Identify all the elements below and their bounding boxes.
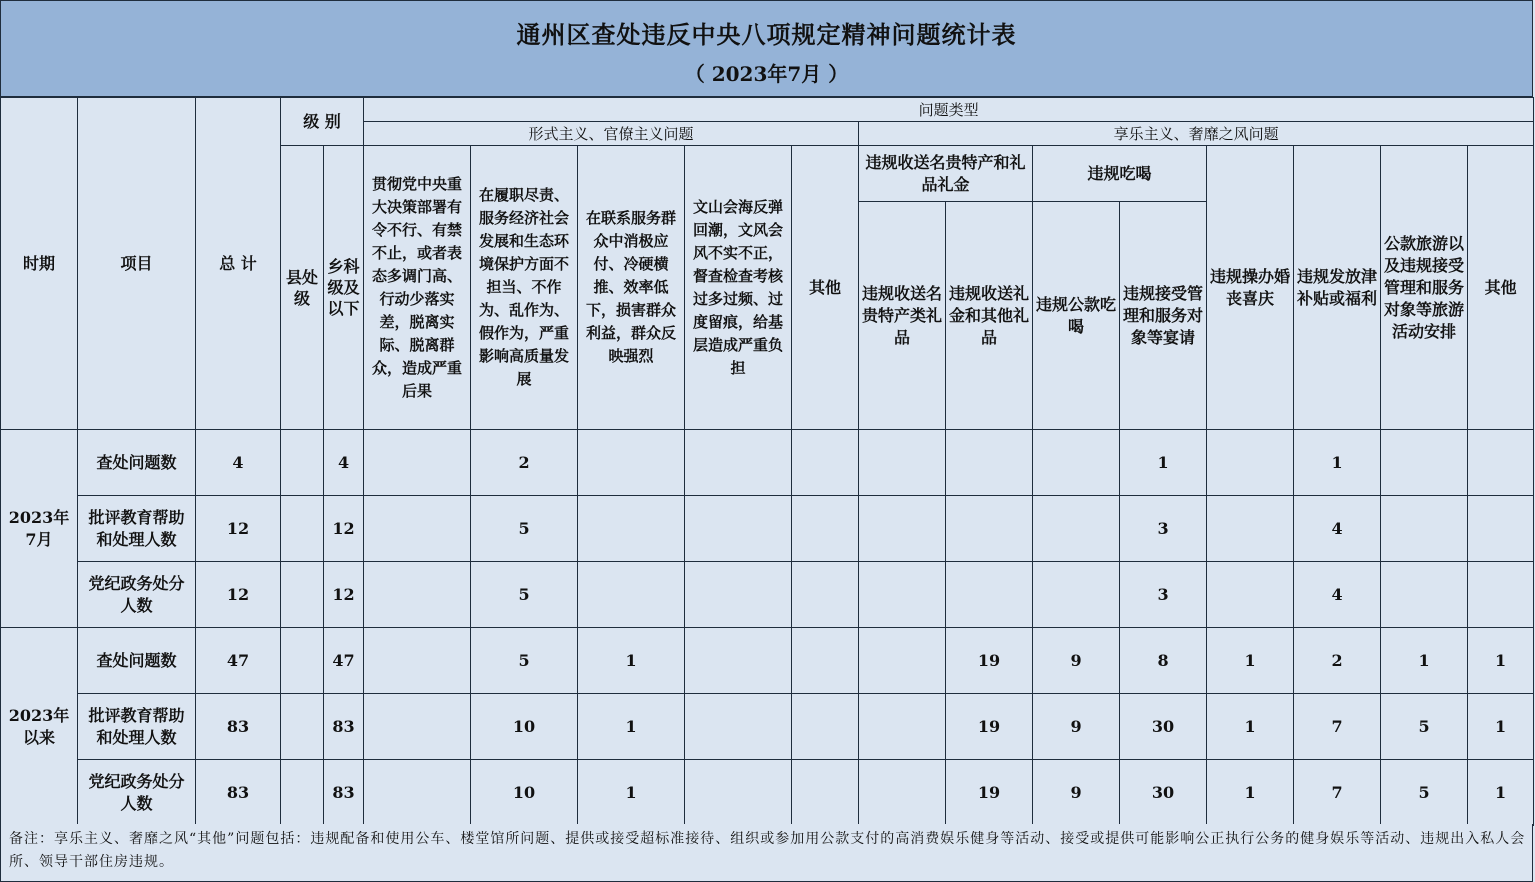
table-row [1, 694, 1534, 760]
data-cell: 1 [1381, 628, 1468, 694]
data-cell [792, 496, 859, 562]
data-cell [281, 562, 324, 628]
data-cell: 4 [1294, 562, 1381, 628]
header-gift-group: 违规收送名贵特产和礼品礼金 [859, 146, 1033, 202]
data-cell [792, 562, 859, 628]
data-cell: 19 [946, 760, 1033, 826]
data-cell [1468, 430, 1534, 496]
data-cell [364, 760, 471, 826]
data-cell: 3 [1120, 496, 1207, 562]
data-cell: 5 [471, 562, 578, 628]
page-subtitle: （ 2023年7月 ） [684, 62, 849, 86]
data-cell [364, 496, 471, 562]
data-cell [1033, 430, 1120, 496]
data-cell: 5 [1381, 760, 1468, 826]
data-cell [578, 496, 685, 562]
data-cell: 1 [1207, 694, 1294, 760]
data-cell [685, 496, 792, 562]
row-item: 查处问题数 [78, 628, 196, 694]
data-cell [1468, 496, 1534, 562]
data-cell [792, 694, 859, 760]
data-cell: 30 [1120, 760, 1207, 826]
data-cell: 9 [1033, 760, 1120, 826]
header-hedonism-5: 违规操办婚丧喜庆 [1207, 146, 1294, 430]
data-cell: 83 [196, 694, 281, 760]
header-county-level: 县处级 [281, 146, 324, 430]
table-row [1, 496, 1534, 562]
data-cell: 2 [471, 430, 578, 496]
table-row [1, 430, 1534, 496]
data-cell [1207, 562, 1294, 628]
data-cell [1033, 562, 1120, 628]
data-cell: 2 [1294, 628, 1381, 694]
row-item: 批评教育帮助和处理人数 [78, 496, 196, 562]
header-level: 级 别 [281, 98, 364, 146]
header-problem-type: 问题类型 [364, 98, 1534, 122]
header-item: 项目 [78, 98, 196, 430]
data-cell [859, 760, 946, 826]
data-cell: 4 [196, 430, 281, 496]
header-formalism-2: 在履职尽责、服务经济社会发展和生态环境保护方面不担当、不作为、乱作为、假作为，严重影响高质量发展 [471, 146, 578, 430]
header-hedonism: 享乐主义、奢靡之风问题 [859, 122, 1534, 146]
data-cell: 12 [196, 496, 281, 562]
data-cell [1381, 496, 1468, 562]
data-cell [946, 496, 1033, 562]
header-hedonism-7: 公款旅游以及违规接受管理和服务对象等旅游活动安排 [1381, 146, 1468, 430]
title-banner [0, 0, 1533, 97]
table-row [1, 760, 1534, 826]
data-cell [281, 760, 324, 826]
data-cell [685, 430, 792, 496]
footnote: 备注：享乐主义、奢靡之风“其他”问题包括：违规配备和使用公车、楼堂馆所问题、提供或接受超标准接待、组织或参加用公款支付的高消费娱乐健身等活动、接受或提供可能影响公正执行公务的健身娱乐等活动、违规出入私人会所、领导干部住房违规。 [0, 824, 1533, 882]
data-cell [859, 430, 946, 496]
data-cell [1207, 496, 1294, 562]
row-item: 批评教育帮助和处理人数 [78, 694, 196, 760]
row-item: 查处问题数 [78, 430, 196, 496]
data-cell: 47 [196, 628, 281, 694]
data-cell: 1 [1468, 694, 1534, 760]
data-cell [792, 430, 859, 496]
header-hedonism-other: 其他 [1468, 146, 1534, 430]
data-cell [859, 496, 946, 562]
data-cell [792, 628, 859, 694]
table-row [1, 628, 1534, 694]
header-hedonism-6: 违规发放津补贴或福利 [1294, 146, 1381, 430]
period-cell: 2023年7月 [1, 430, 78, 628]
data-cell [685, 694, 792, 760]
data-cell: 1 [1120, 430, 1207, 496]
data-cell [685, 628, 792, 694]
data-cell [859, 628, 946, 694]
data-cell [281, 496, 324, 562]
data-cell: 5 [471, 628, 578, 694]
data-cell: 8 [1120, 628, 1207, 694]
header-township-level: 乡科级及以下 [324, 146, 364, 430]
header-dining-group: 违规吃喝 [1033, 146, 1207, 202]
data-cell: 12 [324, 562, 364, 628]
data-cell: 7 [1294, 694, 1381, 760]
data-cell [1381, 430, 1468, 496]
data-cell [281, 628, 324, 694]
header-formalism-3: 在联系服务群众中消极应付、冷硬横推、效率低下，损害群众利益，群众反映强烈 [578, 146, 685, 430]
data-cell: 1 [1207, 628, 1294, 694]
data-cell: 9 [1033, 628, 1120, 694]
data-cell: 83 [324, 760, 364, 826]
page-title: 通州区查处违反中央八项规定精神问题统计表 [516, 20, 1017, 49]
data-cell [1033, 496, 1120, 562]
data-cell [281, 430, 324, 496]
data-cell [1381, 562, 1468, 628]
row-item: 党纪政务处分人数 [78, 562, 196, 628]
data-cell: 83 [196, 760, 281, 826]
data-cell: 4 [1294, 496, 1381, 562]
data-cell [1207, 430, 1294, 496]
data-cell: 1 [578, 628, 685, 694]
header-formalism-other: 其他 [792, 146, 859, 430]
data-cell: 12 [324, 496, 364, 562]
data-cell [946, 430, 1033, 496]
data-cell: 30 [1120, 694, 1207, 760]
header-hedonism-2: 违规收送礼金和其他礼品 [946, 202, 1033, 430]
header-total: 总 计 [196, 98, 281, 430]
header-hedonism-3: 违规公款吃喝 [1033, 202, 1120, 430]
data-cell [578, 562, 685, 628]
header-formalism-4: 文山会海反弹回潮，文风会风不实不正，督查检查考核过多过频、过度留痕，给基层造成严重负担 [685, 146, 792, 430]
data-cell [859, 562, 946, 628]
data-cell: 1 [1468, 760, 1534, 826]
data-cell [792, 760, 859, 826]
data-cell: 10 [471, 760, 578, 826]
table-row [1, 562, 1534, 628]
data-cell: 12 [196, 562, 281, 628]
data-cell [578, 430, 685, 496]
header-hedonism-1: 违规收送名贵特产类礼品 [859, 202, 946, 430]
data-cell [685, 562, 792, 628]
data-cell: 9 [1033, 694, 1120, 760]
data-cell: 1 [1207, 760, 1294, 826]
data-cell: 19 [946, 628, 1033, 694]
data-cell: 1 [1468, 628, 1534, 694]
data-cell: 5 [471, 496, 578, 562]
period-cell: 2023年以来 [1, 628, 78, 826]
data-cell: 1 [578, 694, 685, 760]
data-cell [685, 760, 792, 826]
data-cell: 4 [324, 430, 364, 496]
statistics-table [0, 97, 1534, 826]
data-cell [364, 694, 471, 760]
data-cell [364, 628, 471, 694]
data-cell: 3 [1120, 562, 1207, 628]
header-formalism-1: 贯彻党中央重大决策部署有令不行、有禁不止，或者表态多调门高、行动少落实差，脱离实际、脱离群众，造成严重后果 [364, 146, 471, 430]
data-cell [946, 562, 1033, 628]
data-cell [364, 562, 471, 628]
data-cell: 1 [578, 760, 685, 826]
data-cell [281, 694, 324, 760]
data-cell: 1 [1294, 430, 1381, 496]
data-cell: 5 [1381, 694, 1468, 760]
data-cell [859, 694, 946, 760]
data-cell: 7 [1294, 760, 1381, 826]
data-cell: 19 [946, 694, 1033, 760]
data-cell: 83 [324, 694, 364, 760]
header-formalism: 形式主义、官僚主义问题 [364, 122, 859, 146]
data-cell [1468, 562, 1534, 628]
header-period: 时期 [1, 98, 78, 430]
data-cell: 47 [324, 628, 364, 694]
header-hedonism-4: 违规接受管理和服务对象等宴请 [1120, 202, 1207, 430]
data-cell [364, 430, 471, 496]
row-item: 党纪政务处分人数 [78, 760, 196, 826]
data-cell: 10 [471, 694, 578, 760]
